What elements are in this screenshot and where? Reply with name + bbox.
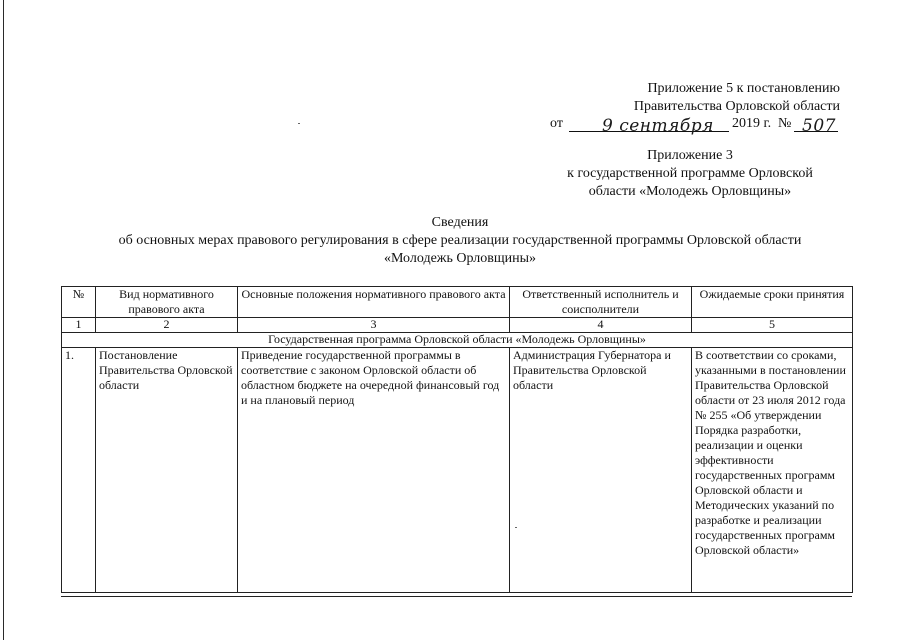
appendix-5-line-2: Правительства Орловской области (633, 99, 840, 114)
appendix-3-reference (545, 147, 835, 201)
header-terms: Ожидаемые сроки принятия (692, 287, 853, 318)
appendix-3-line-3: области «Молодежь Орловщины» (588, 184, 792, 199)
row-executor: Администрация Губернатора и Правительства Орловской области (510, 348, 692, 593)
heading-line-2: об основных мерах правового регулирования в сфере реализации государственной программы Орловской области (118, 233, 802, 248)
section-title: Государственная программа Орловской области «Молодежь Орловщины» (62, 333, 853, 348)
appendix-3-line-2: к государственной программе Орловской (567, 166, 813, 181)
row-act-type: Постановление Правительства Орловской области (96, 348, 238, 593)
number-sign: № (778, 116, 792, 131)
year-text: 2019 г. (732, 116, 772, 131)
row-provisions: Приведение государственной программы в соответствие с законом Орловской области об областном бюджете на очередной финансовый год и на плановый период (238, 348, 510, 593)
appendix-5-line-1: Приложение 5 к постановлению (647, 81, 840, 96)
header-number: № (62, 287, 96, 318)
header-provisions: Основные положения нормативного правового акта (238, 287, 510, 318)
header-executor: Ответственный исполнитель и соисполнители (510, 287, 692, 318)
section-row (62, 333, 853, 348)
handwritten-number: 507 (802, 116, 836, 136)
column-number: 1 (62, 318, 96, 333)
document-heading (40, 214, 880, 268)
regulation-measures-table (61, 286, 853, 593)
column-number: 5 (692, 318, 853, 333)
appendix-3-line-1: Приложение 3 (647, 148, 733, 163)
column-number: 3 (238, 318, 510, 333)
table-header-row (62, 287, 853, 318)
scan-speck (298, 123, 300, 124)
scan-left-edge (3, 0, 4, 640)
appendix-5-reference (540, 80, 840, 116)
heading-title: Сведения (431, 215, 489, 230)
row-terms: В соответствии со сроками, указанными в постановлении Правительства Орловской области от 23 июля 2012 года № 255 «Об утверждении Порядка разработки, реализации и оценки эффективности государственных программ Орловской области и Методических указаний по разработке и реализации государственных программ Орловской области» (692, 348, 853, 593)
column-numbers-row (62, 318, 853, 333)
column-number: 4 (510, 318, 692, 333)
table-bottom-border (61, 596, 852, 597)
table-row (62, 348, 853, 593)
header-act-type: Вид нормативного правового акта (96, 287, 238, 318)
handwritten-date: 9 сентября (602, 116, 714, 136)
row-number: 1. (62, 348, 96, 593)
heading-line-3: «Молодежь Орловщины» (383, 251, 537, 266)
column-number: 2 (96, 318, 238, 333)
date-from-label: от (550, 116, 563, 131)
